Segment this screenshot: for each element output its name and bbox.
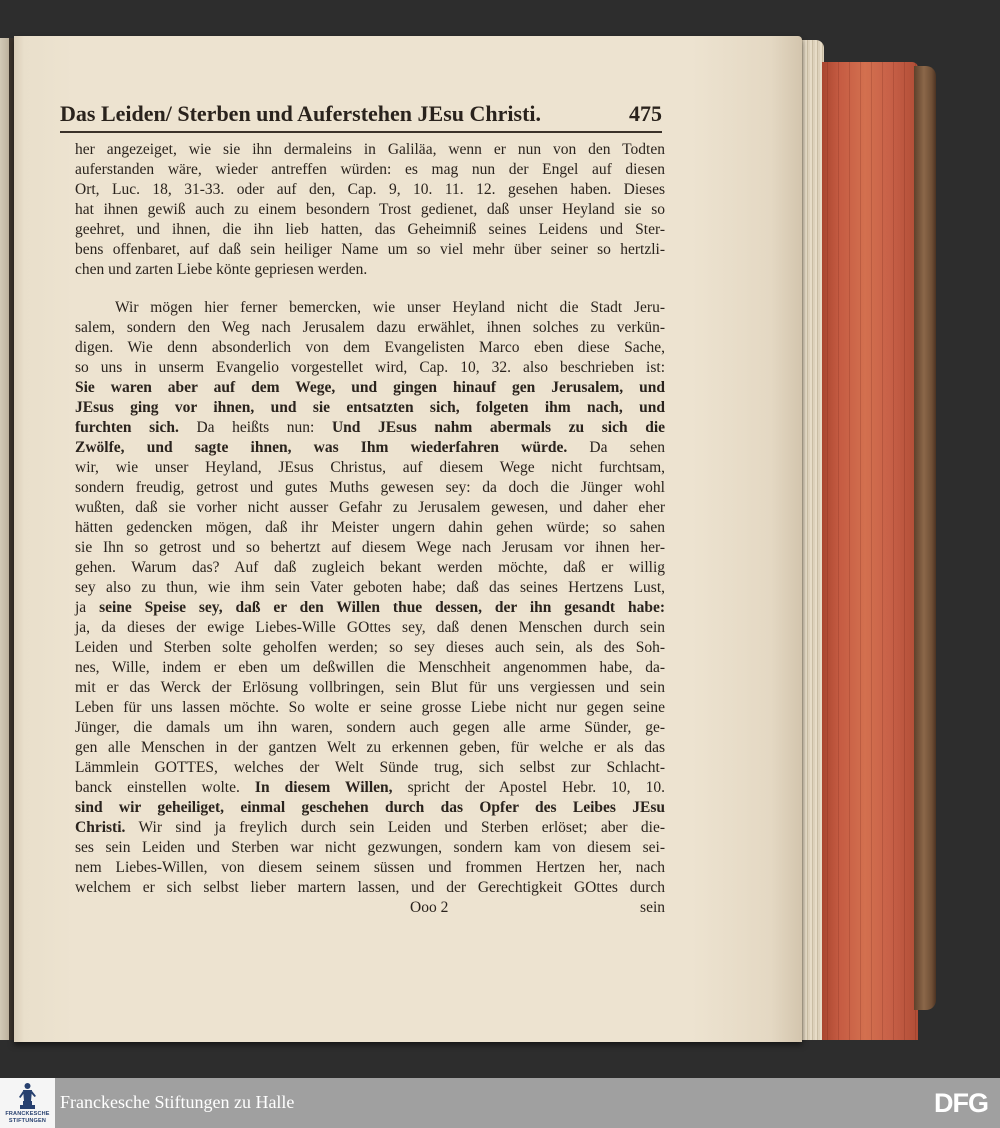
text-line: [75, 698, 665, 718]
text-line: [75, 160, 665, 180]
text-run: gehen. Warum das? Auf daß zugleich bekant werden möchte, daß er willig: [75, 559, 665, 576]
text-run: salem, sondern den Weg nach Jerusalem dazu erwählet, ihnen solches zu verkün-: [75, 319, 665, 336]
text-line: [75, 180, 665, 200]
text-line: [75, 338, 665, 358]
text-line: [75, 518, 665, 538]
emphasized-text-run: furchten sich.: [75, 419, 179, 436]
text-run: gen alle Menschen in der gantzen Welt zu erkennen geben, für welche er als das: [75, 739, 665, 756]
text-line: [75, 458, 665, 478]
institution-name: Franckesche Stiftungen zu Halle: [60, 1092, 295, 1112]
text-line: [75, 398, 665, 418]
text-run: sondern freudig, getrost und gutes Muths gewesen sey: da doch die Jünger wohl: [75, 479, 665, 496]
signature-mark: Ooo 2: [410, 899, 449, 916]
header-rule: [60, 131, 662, 133]
text-line: [75, 738, 665, 758]
catchword: sein: [640, 899, 665, 916]
text-run: Wir mögen hier ferner bemercken, wie unser Heyland nicht die Stadt Jeru-: [115, 299, 665, 316]
text-line: [75, 598, 665, 618]
book-cover-edge: [914, 66, 936, 1010]
text-run: chen und zarten Liebe könte gepriesen werden.: [75, 261, 368, 278]
logo-text-line1: FRANCKESCHE: [5, 1111, 50, 1117]
text-run: wir, wie unser Heyland, JEsus Christus, auf diesem Wege nicht furchtsam,: [75, 459, 665, 476]
red-fore-edge: [822, 62, 918, 1040]
text-run: welchem er sich selbst lieber martern lassen, und der Gerechtigkeit GOttes durch: [75, 879, 665, 896]
text-line: [75, 260, 665, 280]
text-run: hätten gedencken mögen, daß ihr Meister ungern dahin gehen würde; so sahen: [75, 519, 665, 536]
institution-logo[interactable]: [0, 1078, 55, 1128]
text-line: [75, 478, 665, 498]
text-run: Leiden und Sterben solte geholfen werden; so sey dieses auch sein, als des Soh-: [75, 639, 665, 656]
text-run: mit er das Werck der Erlösung vollbringen, sein Blut für uns vergiessen und sein: [75, 679, 665, 696]
text-run: Lämmlein GOTTES, welches der Welt Sünde trug, sich selbst zur Schlacht-: [75, 759, 665, 776]
text-line: [75, 220, 665, 240]
text-run: sie Ihn so getrost und so behertzt auf diesem Wege nach Jerusam vor ihnen her-: [75, 539, 665, 556]
emphasized-text-run: Und JEsus nahm abermals zu sich die: [331, 419, 666, 436]
dfg-logo[interactable]: DFG: [934, 1088, 988, 1118]
emphasized-text-run: In diesem Willen,: [254, 779, 393, 796]
text-line: [75, 538, 665, 558]
page-number: 475: [629, 101, 662, 126]
text-run: wußten, daß sie vorher nicht ausser Gefahr zu Jerusalem gewesen, und daher eher: [75, 499, 665, 516]
paragraph: [75, 140, 665, 280]
emphasized-text-run: Sie waren aber auf dem Wege, und gingen hinauf gen Jerusalem, und: [75, 379, 665, 396]
logo-text-line2: STIFTUNGEN: [8, 1118, 47, 1124]
text-run: sey also zu thun, wie ihm sein Vater geboten habe; daß das seines Hertzens Lust,: [75, 579, 665, 596]
text-run: ses sein Leiden und Sterben war nicht gezwungen, sondern kam von diesem sei-: [75, 839, 665, 856]
statue-icon: [17, 1082, 38, 1110]
emphasized-text-run: Christi.: [75, 819, 126, 836]
text-line: [75, 498, 665, 518]
text-line: [75, 838, 665, 858]
text-line: [75, 798, 665, 818]
text-line: [75, 658, 665, 678]
text-run: Jünger, die damals um ihn waren, sondern auch gegen alle arme Sünder, ge-: [75, 719, 665, 736]
text-block: [75, 140, 665, 918]
text-line: [75, 558, 665, 578]
page-foot: [75, 898, 665, 918]
text-run: Leben für uns lassen möchte. So wolte er seine grosse Liebe nicht nur gegen seine: [75, 699, 665, 716]
text-line: [75, 878, 665, 898]
text-line: [75, 718, 665, 738]
text-run: Wir sind ja freylich durch sein Leiden und Sterben erlöset; aber die-: [125, 819, 665, 836]
text-run: ja: [75, 599, 100, 616]
page-edges: [800, 40, 824, 1040]
text-line: [75, 240, 665, 260]
text-line: [75, 618, 665, 638]
text-run: Da sehen: [567, 439, 665, 456]
text-line: [75, 578, 665, 598]
text-line: [75, 678, 665, 698]
text-line: [75, 778, 665, 798]
running-head: [60, 99, 662, 129]
text-run: bens offenbaret, auf daß sein heiliger Name um so viel mehr über seiner so hertzli-: [75, 241, 665, 258]
text-run: nes, Wille, indem er eben um deßwillen die Menschheit angenommen habe, da-: [75, 659, 665, 676]
text-line: [75, 438, 665, 458]
text-line: [75, 140, 665, 160]
text-run: banck einstellen wolte.: [75, 779, 255, 796]
emphasized-text-run: seine Speise sey, daß er den Willen thue dessen, der ihn gesandt habe:: [99, 599, 666, 616]
text-line: [75, 638, 665, 658]
text-line: [75, 418, 665, 438]
text-run: Da heißts nun:: [178, 419, 332, 436]
paragraph: [75, 298, 665, 898]
text-line: [75, 818, 665, 838]
text-line: [75, 298, 665, 318]
text-line: [75, 378, 665, 398]
text-line: [75, 758, 665, 778]
book-page: [14, 36, 802, 1042]
viewer-footer: [0, 1078, 1000, 1128]
text-line: [75, 858, 665, 878]
text-run: so uns in unserm Evangelio vorgestellet wird, Cap. 10, 32. also beschrieben ist:: [75, 359, 665, 376]
text-run: her angezeiget, wie sie ihn dermaleins in Galiläa, wenn er nun von den Todten: [75, 141, 665, 158]
emphasized-text-run: Zwölfe, und sagte ihnen, was Ihm wiederfahren würde.: [75, 439, 568, 456]
running-head-title: Das Leiden/ Sterben und Auferstehen JEsu Christi.: [60, 101, 542, 126]
previous-page-edge: [0, 38, 9, 1040]
text-run: nem Liebes-Willen, von diesem seinem süssen und frommen Hertzen her, nach: [75, 859, 665, 876]
text-run: geehret, und ihnen, die ihn lieb hatten, das Geheimniß seines Leidens und Ster-: [75, 221, 665, 238]
text-run: ja, da dieses der ewige Liebes-Wille GOttes sey, daß denen Menschen durch sein: [75, 619, 665, 636]
emphasized-text-run: JEsus ging vor ihnen, und sie entsatzten sich, folgeten ihm nach, und: [75, 399, 665, 416]
emphasized-text-run: sind wir geheiliget, einmal geschehen durch das Opfer des Leibes JEsu: [75, 799, 665, 816]
text-line: [75, 318, 665, 338]
text-run: Ort, Luc. 18, 31-33. oder auf den, Cap. 9, 10. 11. 12. gesehen haben. Dieses: [75, 181, 665, 198]
text-line: [75, 358, 665, 378]
text-run: hat ihnen gewiß auch zu einem besondern Trost gedienet, daß unser Heyland sie so: [75, 201, 665, 218]
text-run: auferstanden wäre, wieder antreffen würden: es mag nun der Engel auf diesen: [75, 161, 665, 178]
text-line: [75, 200, 665, 220]
text-run: digen. Wie denn absonderlich von dem Evangelisten Marco eben diese Sache,: [75, 339, 665, 356]
paragraphs: [75, 140, 665, 898]
text-run: spricht der Apostel Hebr. 10, 10.: [392, 779, 665, 796]
